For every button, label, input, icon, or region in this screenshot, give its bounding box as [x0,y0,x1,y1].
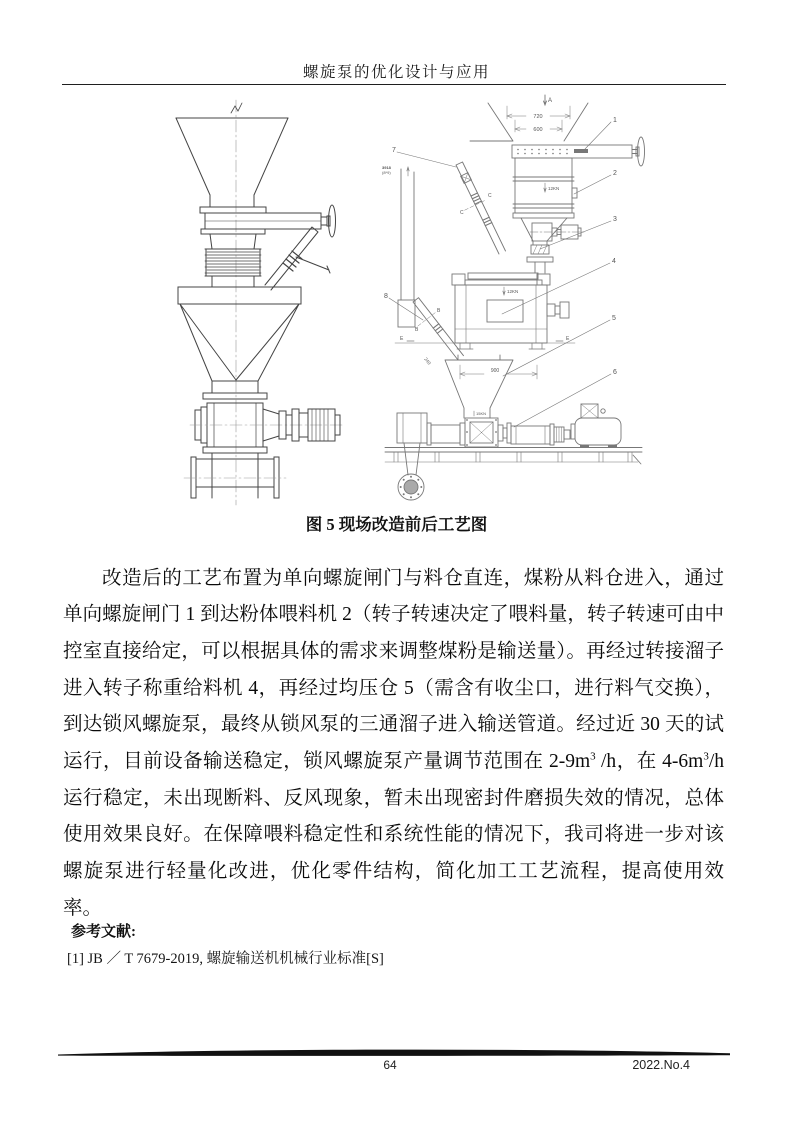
section-b2-label: B [415,327,419,333]
issue-label: 2022.No.4 [632,1058,690,1072]
section-c2-label: C [460,210,464,216]
section-c1-label: C [488,193,492,199]
note-3918-label: 3918 [382,165,391,170]
section-e2-label: E [566,336,570,342]
footer-bar [58,1048,730,1058]
part-4-label: 4 [612,258,616,265]
paragraph-segment: /h 运行稳定，未出现断料、反风现象，暂未出现密封件磨损失效的情况，总体使用效果良好。在保障喂料稳定性和系统性能的情况下，我司将进一步对该螺旋泵进行轻量化改进，优化零件结构，简化加工工艺流程，提高使用效率。 [63,751,724,919]
note-8x9-label: (8*9) [382,170,391,175]
figure-caption: 图 5 现场改造前后工艺图 [305,515,488,534]
dim-240-label: 240 [423,356,432,366]
section-e1-label: E [400,336,404,342]
load-12kn-top-label: 12KN [548,186,560,191]
reference-item: [1] JB ／ T 7679-2019, 螺旋输送机机械行业标准[S] [67,951,384,967]
part-6-label: 6 [613,369,617,376]
part-8-label: 8 [384,293,388,300]
body-paragraph [63,561,724,928]
dim-720-label: 720 [533,114,543,120]
paragraph-segment: /h，在 4-6m [595,751,704,773]
superscript-cubed: 3 [590,750,596,763]
paragraph-segment: 改造后的工艺布置为单向螺旋闸门与料仓直连，煤粉从料仓进入，通过单向螺旋闸门 1 到达粉体喂料机 2（转子转速决定了喂料量，转子转速可由中控室直接给定，可以根据具体的需求来调整煤粉是输送量）。再经过转接溜子进入转子称重给料机 4，再经过均压仓 5（需含有收尘口，进行料气交换），到达锁风螺旋泵，最终从锁风泵的三通溜子进入输送管道。经过近 30 天的试运行，目前设备输送稳定，锁风螺旋泵产量调节范围在 2-9m [63,567,724,773]
right-process-diagram [380,93,662,515]
part-2-label: 2 [613,170,617,177]
section-b1-label: B [437,308,441,314]
header-rule [62,84,726,85]
dim-600-label: 600 [533,127,543,133]
page-number: 64 [383,1058,397,1072]
superscript-cubed: 3 [703,750,709,763]
part-1-label: 1 [613,117,617,124]
section-arrow-label: A [548,98,553,104]
part-3-label: 3 [613,216,617,223]
part-7-label: 7 [392,147,396,154]
load-15kn-label: 15KN [476,411,487,416]
part-5-label: 5 [612,315,616,322]
references-heading: 参考文献: [71,924,136,940]
page-header-title: 螺旋泵的优化设计与应用 [302,64,490,81]
left-process-diagram [148,97,390,512]
load-12kn-mid-label: 12KN [507,289,519,294]
dim-900-label: 900 [490,368,500,374]
